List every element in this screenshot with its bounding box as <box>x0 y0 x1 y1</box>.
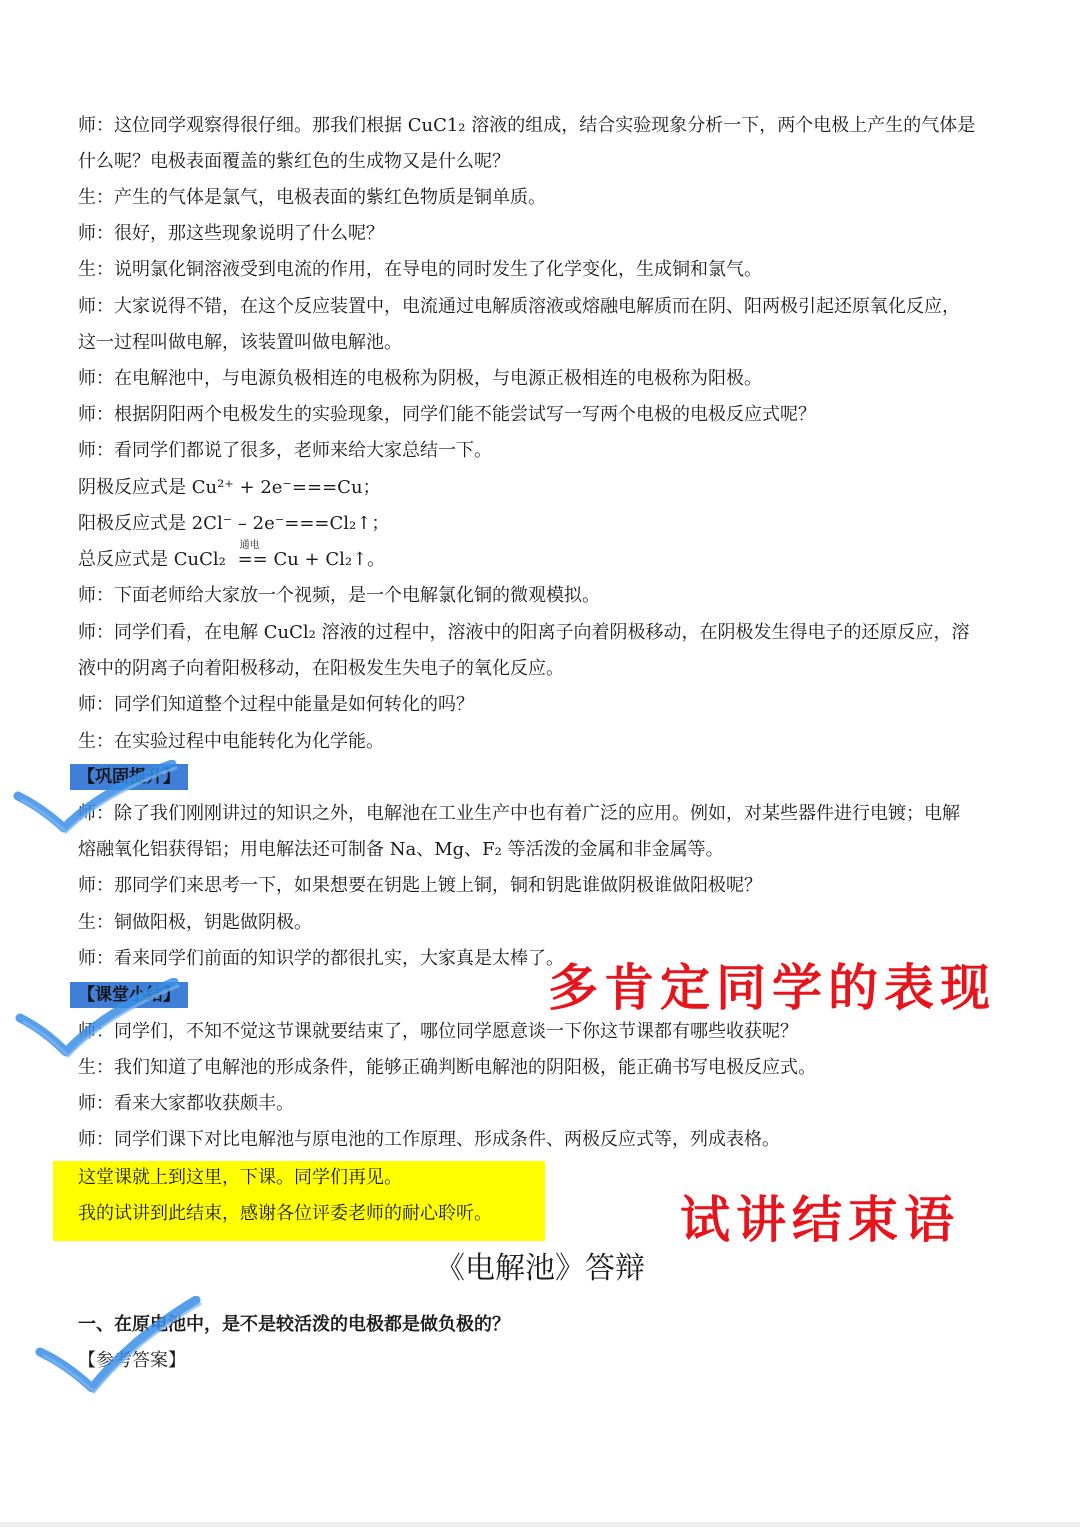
anode-equation: 阳极反应式是 2Cl⁻ – 2e⁻===Cl₂↑； <box>78 513 390 534</box>
dialogue-line: 师：看来大家都收获颇丰。 <box>78 1093 294 1114</box>
dialogue-line: 师：很好，那这些现象说明了什么呢？ <box>78 223 384 244</box>
dialogue-line: 师：这位同学观察得很仔细。那我们根据 CuC1₂ 溶液的组成，结合实验现象分析一下，两个电极上产生的气体是 <box>78 115 976 136</box>
annotation-praise: 多肯定同学的表现 <box>548 958 996 1017</box>
page-bottom-edge <box>0 1522 1080 1527</box>
dialogue-line: 生：在实验过程中电能转化为化学能。 <box>78 731 384 752</box>
total-equation-prefix: 总反应式是 CuCl₂ <box>78 549 226 570</box>
dialogue-line: 师：看来同学们前面的知识学的都很扎实，大家真是太棒了。 <box>78 948 564 969</box>
cathode-equation: 阴极反应式是 Cu²⁺ + 2e⁻===Cu； <box>78 477 381 498</box>
dialogue-line: 液中的阴离子向着阳极移动，在阳极发生失电子的氧化反应。 <box>78 658 564 679</box>
answer-label: 【参考答案】 <box>78 1350 186 1371</box>
dialogue-line: 师：同学们课下对比电解池与原电池的工作原理、形成条件、两极反应式等，列成表格。 <box>78 1129 780 1150</box>
closing-line: 这堂课就上到这里，下课。同学们再见。 <box>78 1167 402 1188</box>
defense-question: 一、在原电池中，是不是较活泼的电极都是做负极的？ <box>78 1314 510 1335</box>
dialogue-line: 师：同学们看，在电解 CuCl₂ 溶液的过程中，溶液中的阳离子向着阴极移动，在阴极发生得电子的还原反应，溶 <box>78 622 970 643</box>
dialogue-line: 这一过程叫做电解，该装置叫做电解池。 <box>78 332 402 353</box>
dialogue-line: 生：产生的气体是氯气，电极表面的紫红色物质是铜单质。 <box>78 187 546 208</box>
dialogue-line: 师：看同学们都说了很多，老师来给大家总结一下。 <box>78 440 492 461</box>
annotation-closing: 试讲结束语 <box>680 1190 960 1249</box>
dialogue-line: 熔融氧化铝获得铝；用电解法还可制备 Na、Mg、F₂ 等活泼的金属和非金属等。 <box>78 839 724 860</box>
checkmark-icon <box>14 978 184 1063</box>
dialogue-line: 师：那同学们来思考一下，如果想要在钥匙上镀上铜，铜和钥匙谁做阴极谁做阳极呢？ <box>78 875 762 896</box>
dialogue-line: 师：根据阴阳两个电极发生的实验现象，同学们能不能尝试写一写两个电极的电极反应式呢？ <box>78 404 816 425</box>
dialogue-line: 师：大家说得不错，在这个反应装置中，电流通过电解质溶液或熔融电解质而在阴、阳两极引起还原氧化反应， <box>78 296 960 317</box>
dialogue-line: 什么呢？电极表面覆盖的紫红色的生成物又是什么呢？ <box>78 151 510 172</box>
closing-line: 我的试讲到此结束，感谢各位评委老师的耐心聆听。 <box>78 1203 492 1224</box>
dialogue-line: 生：铜做阳极，钥匙做阴极。 <box>78 912 312 933</box>
dialogue-line: 生：说明氯化铜溶液受到电流的作用，在导电的同时发生了化学变化，生成铜和氯气。 <box>78 259 762 280</box>
electrolysis-condition: 通电 <box>239 540 260 551</box>
total-equation-arrow <box>237 540 386 572</box>
dialogue-line: 师：除了我们刚刚讲过的知识之外，电解池在工业生产中也有着广泛的应用。例如，对某些器件进行电镀；电解 <box>78 803 960 824</box>
total-equation-suffix: == Cu + Cl₂↑。 <box>237 549 386 570</box>
dialogue-line: 生：我们知道了电解池的形成条件，能够正确判断电解池的阴阳极，能正确书写电极反应式。 <box>78 1057 816 1078</box>
dialogue-line: 师：同学们知道整个过程中能量是如何转化的吗？ <box>78 694 474 715</box>
total-equation <box>78 540 386 572</box>
checkmark-icon <box>12 760 182 840</box>
section-tag-summary: 【课堂小结】 <box>70 982 188 1008</box>
dialogue-line: 师：在电解池中，与电源负极相连的电极称为阴极，与电源正极相连的电极称为阳极。 <box>78 368 762 389</box>
dialogue-line: 师：同学们，不知不觉这节课就要结束了，哪位同学愿意谈一下你这节课都有哪些收获呢？ <box>78 1021 798 1042</box>
dialogue-line: 师：下面老师给大家放一个视频，是一个电解氯化铜的微观模拟。 <box>78 585 600 606</box>
closing-highlight <box>53 1161 545 1241</box>
page-title: 《电解池》答辩 <box>435 1251 645 1286</box>
checkmark-icon <box>34 1296 204 1396</box>
section-tag-consolidation: 【巩固提升】 <box>70 764 188 790</box>
